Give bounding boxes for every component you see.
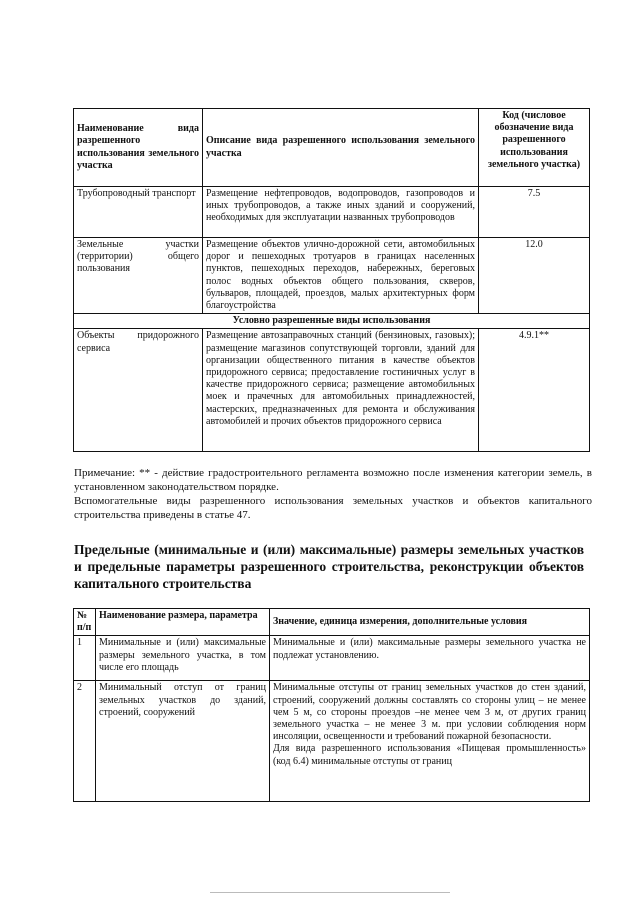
header-value: Значение, единица измерения, дополнительные условия bbox=[270, 609, 590, 636]
table-row bbox=[74, 329, 590, 452]
header-description: Описание вида разрешенного использования земельного участка bbox=[203, 109, 479, 187]
row-num: 2 bbox=[74, 681, 96, 802]
row-code: 7.5 bbox=[479, 187, 590, 238]
row-value-text: Минимальные отступы от границ земельных участков до стен зданий, строений, сооружений должны составлять со стороны улиц – не менее чем 5 м, со стороны проездов –не менее чем 3 м, от других границ земельного участка – не менее 3 м. при условии соблюдения норм инсоляции, освещенности и требований пожарной безопасности. bbox=[273, 682, 586, 743]
row-description: Размещение объектов улично-дорожной сети, автомобильных дорог и пешеходных тротуаров в границах населенных пунктов, пешеходных переходов, набережных, береговых полос водных объектов общего пользования, скверов, бульваров, площадей, проездов, малых архитектурных форм благоустройства bbox=[203, 238, 479, 314]
row-param-name: Минимальный отступ от границ земельных участков до зданий, строений, сооружений bbox=[96, 681, 270, 802]
subheader-conditional: Условно разрешенные виды использования bbox=[74, 314, 590, 329]
section-heading: Предельные (минимальные и (или) максимальные) размеры земельных участков и предельные параметры разрешенного строительства, реконструкции объектов капитального строительства bbox=[74, 542, 584, 592]
row-code: 4.9.1** bbox=[479, 329, 590, 452]
row-value: Минимальные и (или) максимальные размеры земельного участка не подлежат установлению. bbox=[270, 636, 590, 681]
row-name: Трубопроводный транспорт bbox=[74, 187, 203, 238]
table-row bbox=[74, 187, 590, 238]
land-use-table bbox=[73, 108, 590, 452]
header-name: Наименование вида разрешенного использования земельного участка bbox=[74, 109, 203, 187]
header-code: Код (числовое обозначение вида разрешенного использования земельного участка) bbox=[479, 109, 590, 187]
row-value-text-continued: Для вида разрешенного использования «Пищевая промышленность» (код 6.4) минимальные отступы от границ bbox=[273, 743, 586, 767]
row-value bbox=[270, 681, 590, 802]
table-row bbox=[74, 238, 590, 314]
table-header-row bbox=[74, 109, 590, 187]
auxiliary-uses-paragraph: Вспомогательные виды разрешенного использования земельных участков и объектов капитального строительства приведены в статье 47. bbox=[74, 495, 592, 521]
header-num: № п/п bbox=[74, 609, 96, 636]
row-name: Объекты придорожного сервиса bbox=[74, 329, 203, 452]
header-param-name: Наименование размера, параметра bbox=[96, 609, 270, 636]
row-num: 1 bbox=[74, 636, 96, 681]
row-code: 12.0 bbox=[479, 238, 590, 314]
scan-edge-line bbox=[210, 892, 450, 893]
table-header-row bbox=[74, 609, 590, 636]
note-paragraph: Примечание: ** - действие градостроительного регламента возможно после изменения категории земель, в установленном законодательством порядке. bbox=[74, 467, 592, 493]
row-description: Размещение нефтепроводов, водопроводов, газопроводов и иных трубопроводов, а также иных зданий и сооружений, необходимых для эксплуатации названных трубопроводов bbox=[203, 187, 479, 238]
row-description: Размещение автозаправочных станций (бензиновых, газовых); размещение магазинов сопутствующей торговли, зданий для организации общественного питания в качестве объектов придорожного сервиса; предоставление гостиничных услуг в качестве придорожного сервиса; размещение автомобильных моек и прачечных для автомобильных принадлежностей, мастерских, предназначенных для ремонта и обслуживания автомобилей и прочих объектов придорожного сервиса bbox=[203, 329, 479, 452]
parameters-table bbox=[73, 608, 590, 802]
row-param-name: Минимальные и (или) максимальные размеры земельного участка, в том числе его площадь bbox=[96, 636, 270, 681]
table-subheader-row bbox=[74, 314, 590, 329]
row-name: Земельные участки (территории) общего пользования bbox=[74, 238, 203, 314]
table-row bbox=[74, 636, 590, 681]
table-row bbox=[74, 681, 590, 802]
